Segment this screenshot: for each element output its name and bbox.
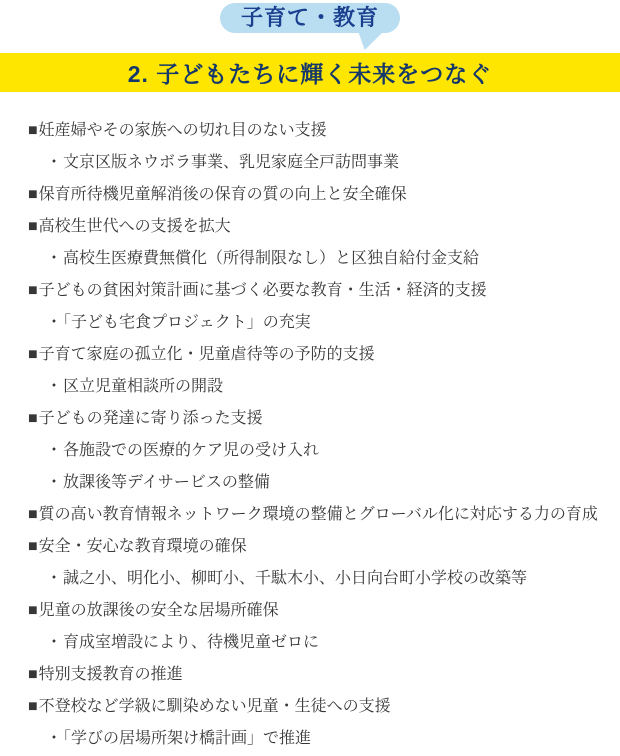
bubble-tail — [358, 31, 384, 50]
policy-item-text: 文京区版ネウボラ事業、乳児家庭全戸訪問事業 — [63, 154, 400, 171]
section-banner — [0, 53, 620, 92]
policy-item-text: 育成室増設により、待機児童ゼロに — [63, 634, 320, 651]
category-tag-bubble — [220, 3, 400, 33]
policy-subitem — [0, 467, 620, 499]
policy-item — [0, 339, 620, 371]
square-bullet: ■ — [28, 186, 38, 203]
policy-item-text: 子どもの発達に寄り添った支援 — [38, 410, 263, 427]
policy-subitem — [0, 435, 620, 467]
policy-item-text: 高校生世代への支援を拡大 — [38, 218, 231, 235]
policy-item — [0, 595, 620, 627]
policy-subitem — [0, 723, 620, 755]
policy-item — [0, 179, 620, 211]
policy-subitem — [0, 371, 620, 403]
square-bullet: ■ — [28, 218, 38, 235]
policy-item-text: 不登校など学級に馴染めない児童・生徒への支援 — [38, 698, 391, 715]
policy-item — [0, 115, 620, 147]
dot-bullet: ・ — [46, 250, 63, 267]
dot-bullet: ・ — [46, 154, 63, 171]
policy-item-text: 特別支援教育の推進 — [38, 666, 183, 683]
category-tag-row — [0, 0, 620, 33]
dot-bullet: ・ — [46, 442, 63, 459]
policy-item-text: 区立児童相談所の開設 — [63, 378, 224, 395]
square-bullet: ■ — [28, 506, 38, 523]
policy-item-text: 質の高い教育情報ネットワーク環境の整備とグローバル化に対応する力の育成 — [38, 506, 598, 523]
policy-item — [0, 275, 620, 307]
policy-item-text: 高校生医療費無償化（所得制限なし）と区独自給付金支給 — [63, 250, 480, 267]
policy-item — [0, 403, 620, 435]
square-bullet: ■ — [28, 698, 38, 715]
dot-bullet: ・ — [46, 314, 63, 331]
square-bullet: ■ — [28, 282, 38, 299]
policy-item-text: 「子ども宅食プロジェクト」の充実 — [63, 314, 311, 331]
policy-item-text: 「学びの居場所架け橋計画」で推進 — [63, 730, 312, 747]
policy-item-text: 児童の放課後の安全な居場所確保 — [38, 602, 279, 619]
dot-bullet: ・ — [46, 730, 63, 747]
policy-item-text: 妊産婦やその家族への切れ目のない支援 — [38, 122, 327, 139]
policy-subitem — [0, 243, 620, 275]
square-bullet: ■ — [28, 410, 38, 427]
square-bullet: ■ — [28, 602, 38, 619]
dot-bullet: ・ — [46, 570, 63, 587]
square-bullet: ■ — [28, 346, 38, 363]
section-title: 2. 子どもたちに輝く未来をつなぐ — [127, 61, 493, 87]
policy-subitem — [0, 147, 620, 179]
dot-bullet: ・ — [46, 474, 63, 491]
policy-item-text: 子どもの貧困対策計画に基づく必要な教育・生活・経済的支援 — [38, 282, 487, 299]
policy-subitem — [0, 307, 620, 339]
dot-bullet: ・ — [46, 634, 63, 651]
policy-item-text: 各施設での医療的ケア児の受け入れ — [63, 442, 320, 459]
policy-item — [0, 211, 620, 243]
policy-subitem — [0, 627, 620, 659]
policy-item — [0, 659, 620, 691]
policy-item-text: 安全・安心な教育環境の確保 — [38, 538, 247, 555]
policy-item-text: 保育所待機児童解消後の保育の質の向上と安全確保 — [38, 186, 407, 203]
policy-item — [0, 691, 620, 723]
policy-list — [0, 92, 620, 755]
dot-bullet: ・ — [46, 378, 63, 395]
policy-item — [0, 499, 620, 531]
policy-item — [0, 531, 620, 563]
policy-item-text: 放課後等デイサービスの整備 — [63, 474, 270, 491]
policy-subitem — [0, 563, 620, 595]
square-bullet: ■ — [28, 666, 38, 683]
square-bullet: ■ — [28, 538, 38, 555]
category-tag-label: 子育て・教育 — [240, 5, 379, 30]
policy-item-text: 誠之小、明化小、柳町小、千駄木小、小日向台町小学校の改築等 — [63, 570, 528, 587]
square-bullet: ■ — [28, 122, 38, 139]
policy-item-text: 子育て家庭の孤立化・児童虐待等の予防的支援 — [38, 346, 375, 363]
